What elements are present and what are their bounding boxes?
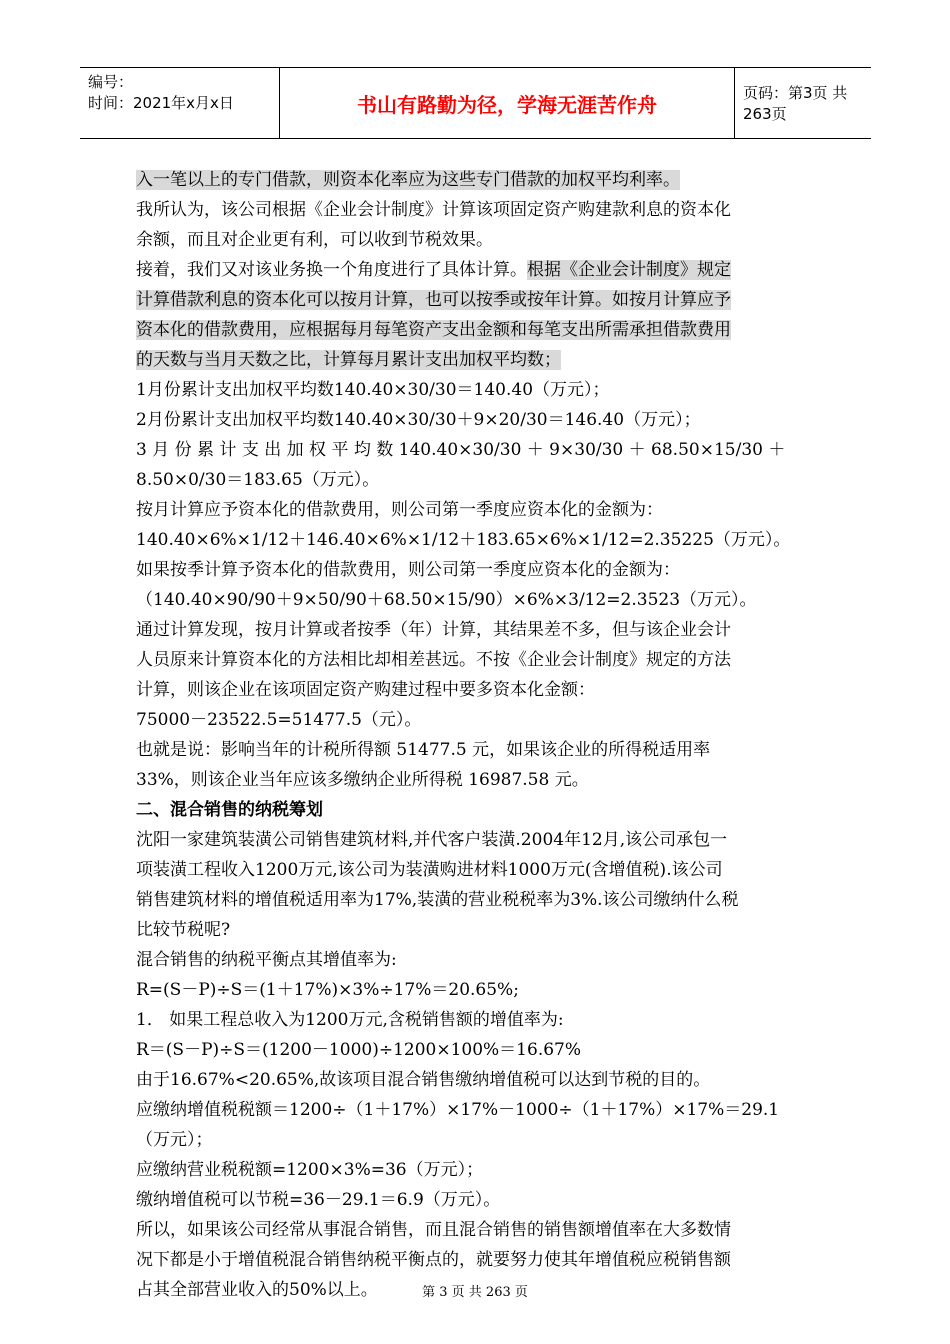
section-heading: 二、混合销售的纳税筹划 [136, 800, 323, 820]
text-line: 应缴纳营业税税额=1200×3%=36（万元）； [136, 1160, 484, 1180]
text-line: 况下都是小于增值税混合销售纳税平衡点的，就要努力使其年增值税应税销售额 [136, 1250, 731, 1270]
text-line: 销售建筑材料的增值税适用率为17%,装潢的营业税税率为3%.该公司缴纳什么税 [136, 890, 739, 910]
text-line: 由于16.67%<20.65%,故该项目混合销售缴纳增值税可以达到节税的目的。 [136, 1070, 711, 1090]
text-line: 沈阳一家建筑装潢公司销售建筑材料,并代客户装潢.2004年12月,该公司承包一 [136, 830, 728, 850]
text-line: 占其全部营业收入的50%以上。 [136, 1280, 378, 1300]
text-line: 3 月 份 累 计 支 出 加 权 平 均 数 140.40×30/30 ＋ 9×30/30 ＋ 68.50×15/30 ＋ [136, 440, 786, 460]
text-line: 余额，而且对企业更有利，可以收到节税效果。 [136, 230, 493, 250]
text-line: 也就是说：影响当年的计税所得额 51477.5 元，如果该企业的所得税适用率 [136, 740, 711, 760]
text-line: 1． 如果工程总收入为1200万元,含税销售额的增值率为: [136, 1010, 564, 1030]
highlighted-text: 资本化的借款费用，应根据每月每笔资产支出金额和每笔支出所需承担借款费用 [136, 320, 731, 340]
text-line: R=(S－P)÷S＝(1＋17%)×3%÷17%＝20.65%; [136, 980, 519, 1000]
text-line: 33%，则该企业当年应该多缴纳企业所得税 16987.58 元。 [136, 770, 589, 790]
highlighted-text: 入一笔以上的专门借款，则资本化率应为这些专门借款的加权平均利率。 [136, 170, 680, 190]
text-line: 140.40×6%×1/12＋146.40×6%×1/12＋183.65×6%×1/12=2.35225（万元）。 [136, 530, 791, 550]
text-line [136, 255, 816, 285]
page-header [80, 67, 871, 139]
text-line: 2月份累计支出加权平均数140.40×30/30＋9×20/30＝146.40（万元）； [136, 410, 701, 430]
highlighted-text: 的天数与当月天数之比，计算每月累计支出加权平均数； [136, 350, 561, 370]
text-line: 混合销售的纳税平衡点其增值率为: [136, 950, 397, 970]
text-line: （万元）； [136, 1130, 213, 1150]
highlighted-text: 计算借款利息的资本化可以按月计算，也可以按季或按年计算。如按月计算应予 [136, 290, 731, 310]
text-line: 计算，则该企业在该项固定资产购建过程中要多资本化金额： [136, 680, 595, 700]
header-motto: 书山有路勤为径，学海无涯苦作舟 [280, 68, 735, 138]
highlighted-text: 根据《企业会计制度》规定 [527, 260, 731, 280]
text-line: 1月份累计支出加权平均数140.40×30/30＝140.40（万元）； [136, 380, 610, 400]
text-line: 按月计算应予资本化的借款费用，则公司第一季度应资本化的金额为： [136, 500, 663, 520]
text-line: 应缴纳增值税税额＝1200÷（1＋17%）×17%－1000÷（1＋17%）×17%＝29.1 [136, 1100, 780, 1120]
text-line [136, 165, 816, 195]
text-line: （140.40×90/90＋9×50/90＋68.50×15/90）×6%×3/12=2.3523（万元）。 [136, 590, 757, 610]
text-line: 通过计算发现，按月计算或者按季（年）计算，其结果差不多，但与该企业会计 [136, 620, 731, 640]
text-line: 75000－23522.5=51477.5（元）。 [136, 710, 422, 730]
document-time-label: 时间：2021年x月x日 [88, 94, 234, 112]
document-body [136, 165, 816, 1305]
text-line: 项装潢工程收入1200万元,该公司为装潢购进材料1000万元(含增值税).该公司 [136, 860, 723, 880]
header-page-label: 页码：第3页 共263页 [743, 84, 848, 123]
header-meta [80, 68, 280, 138]
text-line [136, 315, 816, 345]
text-line: 人员原来计算资本化的方法相比却相差甚远。不按《企业会计制度》规定的方法 [136, 650, 731, 670]
text-line: R＝(S－P)÷S＝(1200－1000)÷1200×100%＝16.67% [136, 1040, 582, 1060]
document-number-label: 编号： [88, 73, 134, 91]
text-segment: 接着，我们又对该业务换一个角度进行了具体计算。 [136, 260, 527, 280]
text-line: 我所认为，该公司根据《企业会计制度》计算该项固定资产购建款利息的资本化 [136, 200, 731, 220]
text-line: 8.50×0/30＝183.65（万元）。 [136, 470, 380, 490]
text-line: 缴纳增值税可以节税=36－29.1＝6.9（万元）。 [136, 1190, 501, 1210]
text-line [136, 285, 816, 315]
text-line: 如果按季计算予资本化的借款费用，则公司第一季度应资本化的金额为： [136, 560, 680, 580]
text-line: 比较节税呢? [136, 920, 231, 940]
text-line [136, 345, 816, 375]
text-line: 所以，如果该公司经常从事混合销售，而且混合销售的销售额增值率在大多数情 [136, 1220, 731, 1240]
page-footer: 第 3 页 共 263 页 [422, 1285, 528, 1300]
